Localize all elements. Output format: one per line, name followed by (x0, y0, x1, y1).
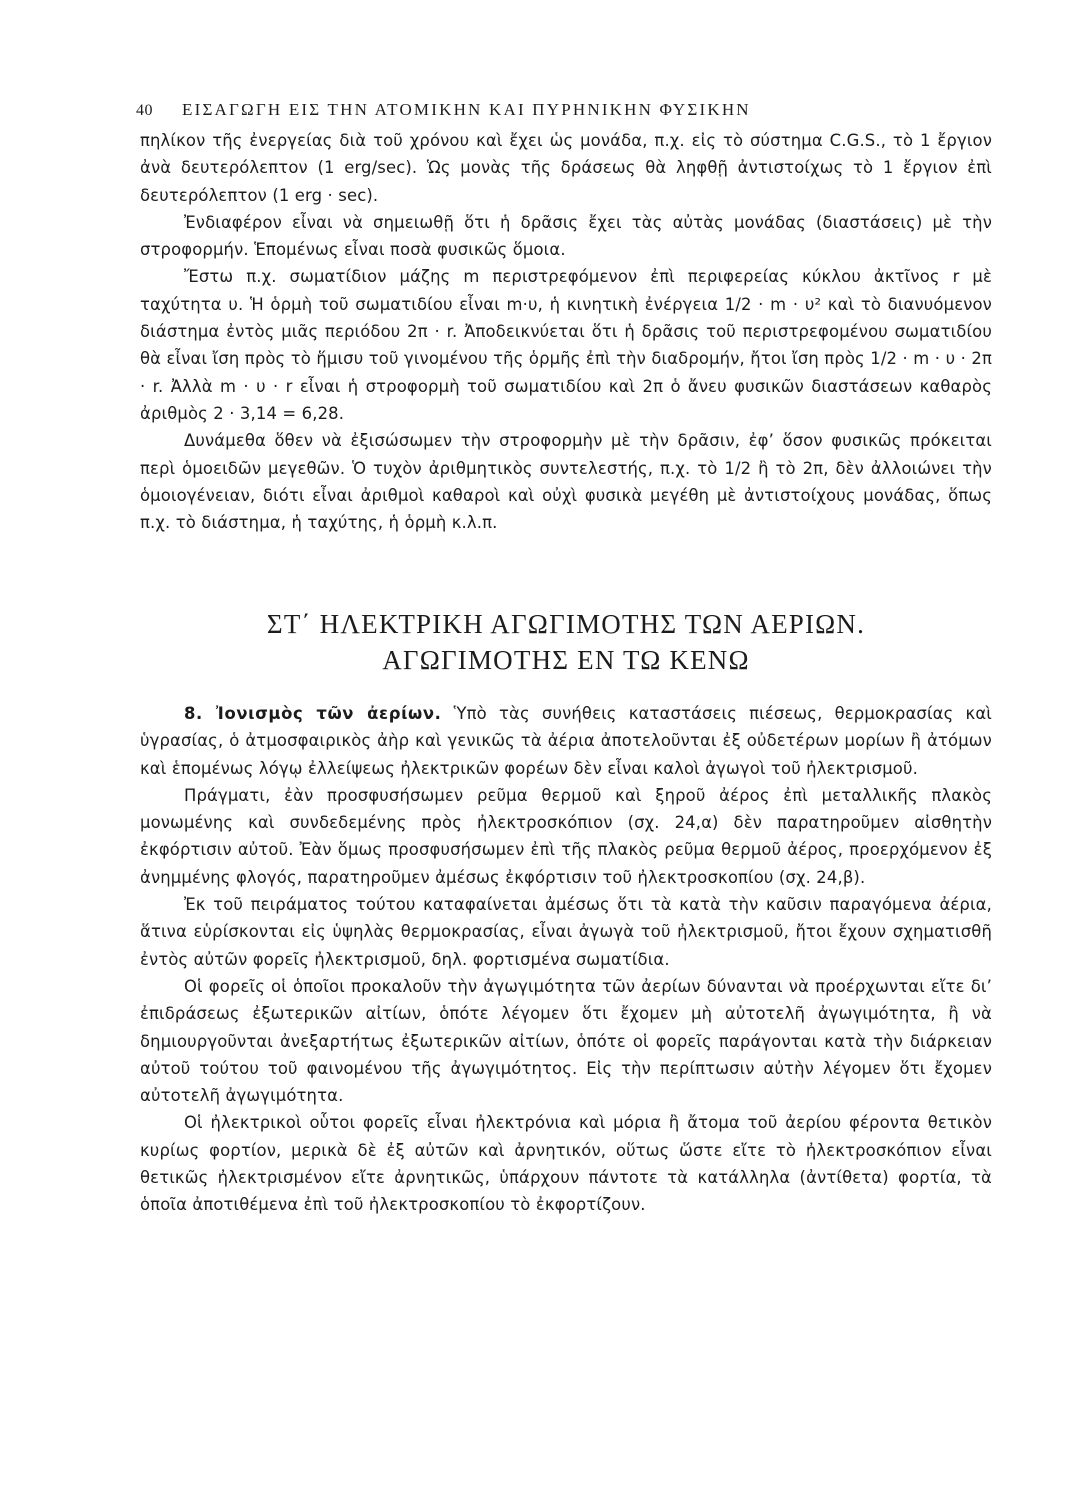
top-text-block (140, 127, 992, 536)
paragraph: Οἱ φορεῖς οἱ ὁποῖοι προκαλοῦν τὴν ἀγωγιμότητα τῶν ἀερίων δύνανται νὰ προέρχωνται εἴτε δι’ ἐπιδράσεως ἐξωτερικῶν αἰτίων, ὁπότε λέγομεν ὅτι ἔχομεν μὴ αὐτοτελῆ ἀγωγιμότητα, ἢ νὰ δημιουργοῦνται ἀνεξαρτήτως ἐξωτερικῶν αἰτίων, ὁπότε οἱ φορεῖς παράγονται κατὰ τὴν διάρκειαν αὐτοῦ τούτου τοῦ φαινομένου τῆς ἀγωγιμότητος. Εἰς τὴν περίπτωσιν αὐτὴν λέγομεν ὅτι ἔχομεν αὐτοτελῆ ἀγωγιμότητα. (140, 976, 992, 1106)
paragraph: Ἐκ τοῦ πειράματος τούτου καταφαίνεται ἀμέσως ὅτι τὰ κατὰ τὴν καῦσιν παραγόμενα ἀέρια, ἅτινα εὑρίσκονται εἰς ὑψηλὰς θερμοκρασίας, εἶναι ἀγωγὰ τοῦ ἠλεκτρισμοῦ, ἤτοι ἔχουν σχηματισθῆ ἐντὸς αὐτῶν φορεῖς ἠλεκτρισμοῦ, δηλ. φορτισμένα σωματίδια. (140, 895, 992, 969)
subsection-paragraph (140, 700, 992, 782)
section-heading (140, 606, 992, 678)
subsection-label: 8. Ἰονισμὸς τῶν ἀερίων. (184, 704, 442, 723)
page-number: 40 (136, 102, 153, 119)
subsection-text: Ὑπὸ τὰς συνήθεις καταστάσεις πιέσεως, θερμοκρασίας καὶ ὑγρασίας, ὁ ἀτμοσφαιρικὸς ἀὴρ καὶ γενικῶς τὰ ἀέρια ἀποτελοῦνται ἐξ οὐδετέρων μορίων ἢ ἀτόμων καὶ ἑπομένως λόγῳ ἐλλείψεως ἠλεκτρικῶν φορέων δὲν εἶναι καλοὶ ἀγωγοὶ τοῦ ἠλεκτρισμοῦ. (140, 704, 992, 778)
paragraph: πηλίκον τῆς ἐνεργείας διὰ τοῦ χρόνου καὶ ἔχει ὡς μονάδα, π.χ. εἰς τὸ σύστημα C.G.S., τὸ 1 ἔργιον ἀνὰ δευτερόλεπτον (1 erg/sec). Ὡς μονὰς τῆς δράσεως θὰ ληφθῇ ἀντιστοίχως τὸ 1 ἔργιον ἐπὶ δευτερόλεπτον (1 erg · sec). (140, 131, 992, 205)
paragraph: Ἔστω π.χ. σωματίδιον μάζης m περιστρεφόμενον ἐπὶ περιφερείας κύκλου ἀκτῖνος r μὲ ταχύτητα υ. Ἡ ὁρμὴ τοῦ σωματιδίου εἶναι m·υ, ἡ κινητικὴ ἐνέργεια 1/2 · m · υ² καὶ τὸ διανυόμενον διάστημα ἐντὸς μιᾶς περιόδου 2π · r. Ἀποδεικνύεται ὅτι ἡ δρᾶσις τοῦ περιστρεφομένου σωματιδίου θὰ εἶναι ἴση πρὸς τὸ ἥμισυ τοῦ γινομένου τῆς ὁρμῆς ἐπὶ τὴν διαδρομήν, ἤτοι ἴση πρὸς 1/2 · m · υ · 2π · r. Ἀλλὰ m · υ · r εἶναι ἡ στροφορμὴ τοῦ σωματιδίου καὶ 2π ὁ ἄνευ φυσικῶν διαστάσεων καθαρὸς ἀριθμὸς 2 · 3,14 = 6,28. (140, 267, 992, 423)
paragraph: Οἱ ἠλεκτρικοὶ οὗτοι φορεῖς εἶναι ἠλεκτρόνια καὶ μόρια ἢ ἄτομα τοῦ ἀερίου φέροντα θετικὸν κυρίως φορτίον, μερικὰ δὲ ἐξ αὐτῶν καὶ ἀρνητικόν, οὕτως ὥστε εἴτε τὸ ἠλεκτροσκόπιον εἶναι θετικῶς ἠλεκτρισμένον εἴτε ἀρνητικῶς, ὑπάρχουν πάντοτε τὰ κατάλληλα (ἀντίθετα) φορτία, τὰ ὁποῖα ἀποτιθέμενα ἐπὶ τοῦ ἠλεκτροσκοπίου τὸ ἐκφορτίζουν. (140, 1113, 992, 1215)
running-title: ΕΙΣΑΓΩΓΗ ΕΙΣ ΤΗΝ ΑΤΟΜΙΚΗΝ ΚΑΙ ΠΥΡΗΝΙΚΗΝ ΦΥΣΙΚΗΝ (182, 100, 751, 119)
paragraph: Δυνάμεθα ὅθεν νὰ ἐξισώσωμεν τὴν στροφορμὴν μὲ τὴν δρᾶσιν, ἐφ’ ὅσον φυσικῶς πρόκειται περὶ ὁμοειδῶν μεγεθῶν. Ὁ τυχὸν ἀριθμητικὸς συντελεστής, π.χ. τὸ 1/2 ἢ τὸ 2π, δὲν ἀλλοιώνει τὴν ὁμοιογένειαν, διότι εἶναι ἀριθμοὶ καθαροὶ καὶ οὐχὶ φυσικὰ μεγέθη μὲ ἀντιστοίχους μονάδας, ὅπως π.χ. τὸ διάστημα, ἡ ταχύτης, ἡ ὁρμὴ κ.λ.π. (140, 431, 992, 533)
paragraph: Ἐνδιαφέρον εἶναι νὰ σημειωθῇ ὅτι ἡ δρᾶσις ἔχει τὰς αὐτὰς μονάδας (διαστάσεις) μὲ τὴν στροφορμήν. Ἑπομένως εἶναι ποσὰ φυσικῶς ὅμοια. (140, 212, 992, 260)
section-heading-line: ΑΓΩΓΙΜΟΤΗΣ ΕΝ ΤΩ ΚΕΝΩ (382, 645, 750, 675)
section-heading-line: ΣΤ΄ ΗΛΕΚΤΡΙΚΗ ΑΓΩΓΙΜΟΤΗΣ ΤΩΝ ΑΕΡΙΩΝ. (266, 609, 866, 639)
paragraph: Πράγματι, ἐὰν προσφυσήσωμεν ρεῦμα θερμοῦ καὶ ξηροῦ ἀέρος ἐπὶ μεταλλικῆς πλακὸς μονωμένης καὶ συνδεδεμένης πρὸς ἠλεκτροσκόπιον (σχ. 24,α) δὲν παρατηροῦμεν αἰσθητὴν ἐκφόρτισιν αὐτοῦ. Ἐὰν ὅμως προσφυσήσωμεν ἐπὶ τῆς πλακὸς ρεῦμα θερμοῦ ἀέρος, προερχόμενον ἐξ ἀνημμένης φλογός, παρατηροῦμεν ἀμέσως ἐκφόρτισιν τοῦ ἠλεκτροσκοπίου (σχ. 24,β). (140, 785, 992, 887)
bottom-text-block (140, 700, 992, 1219)
